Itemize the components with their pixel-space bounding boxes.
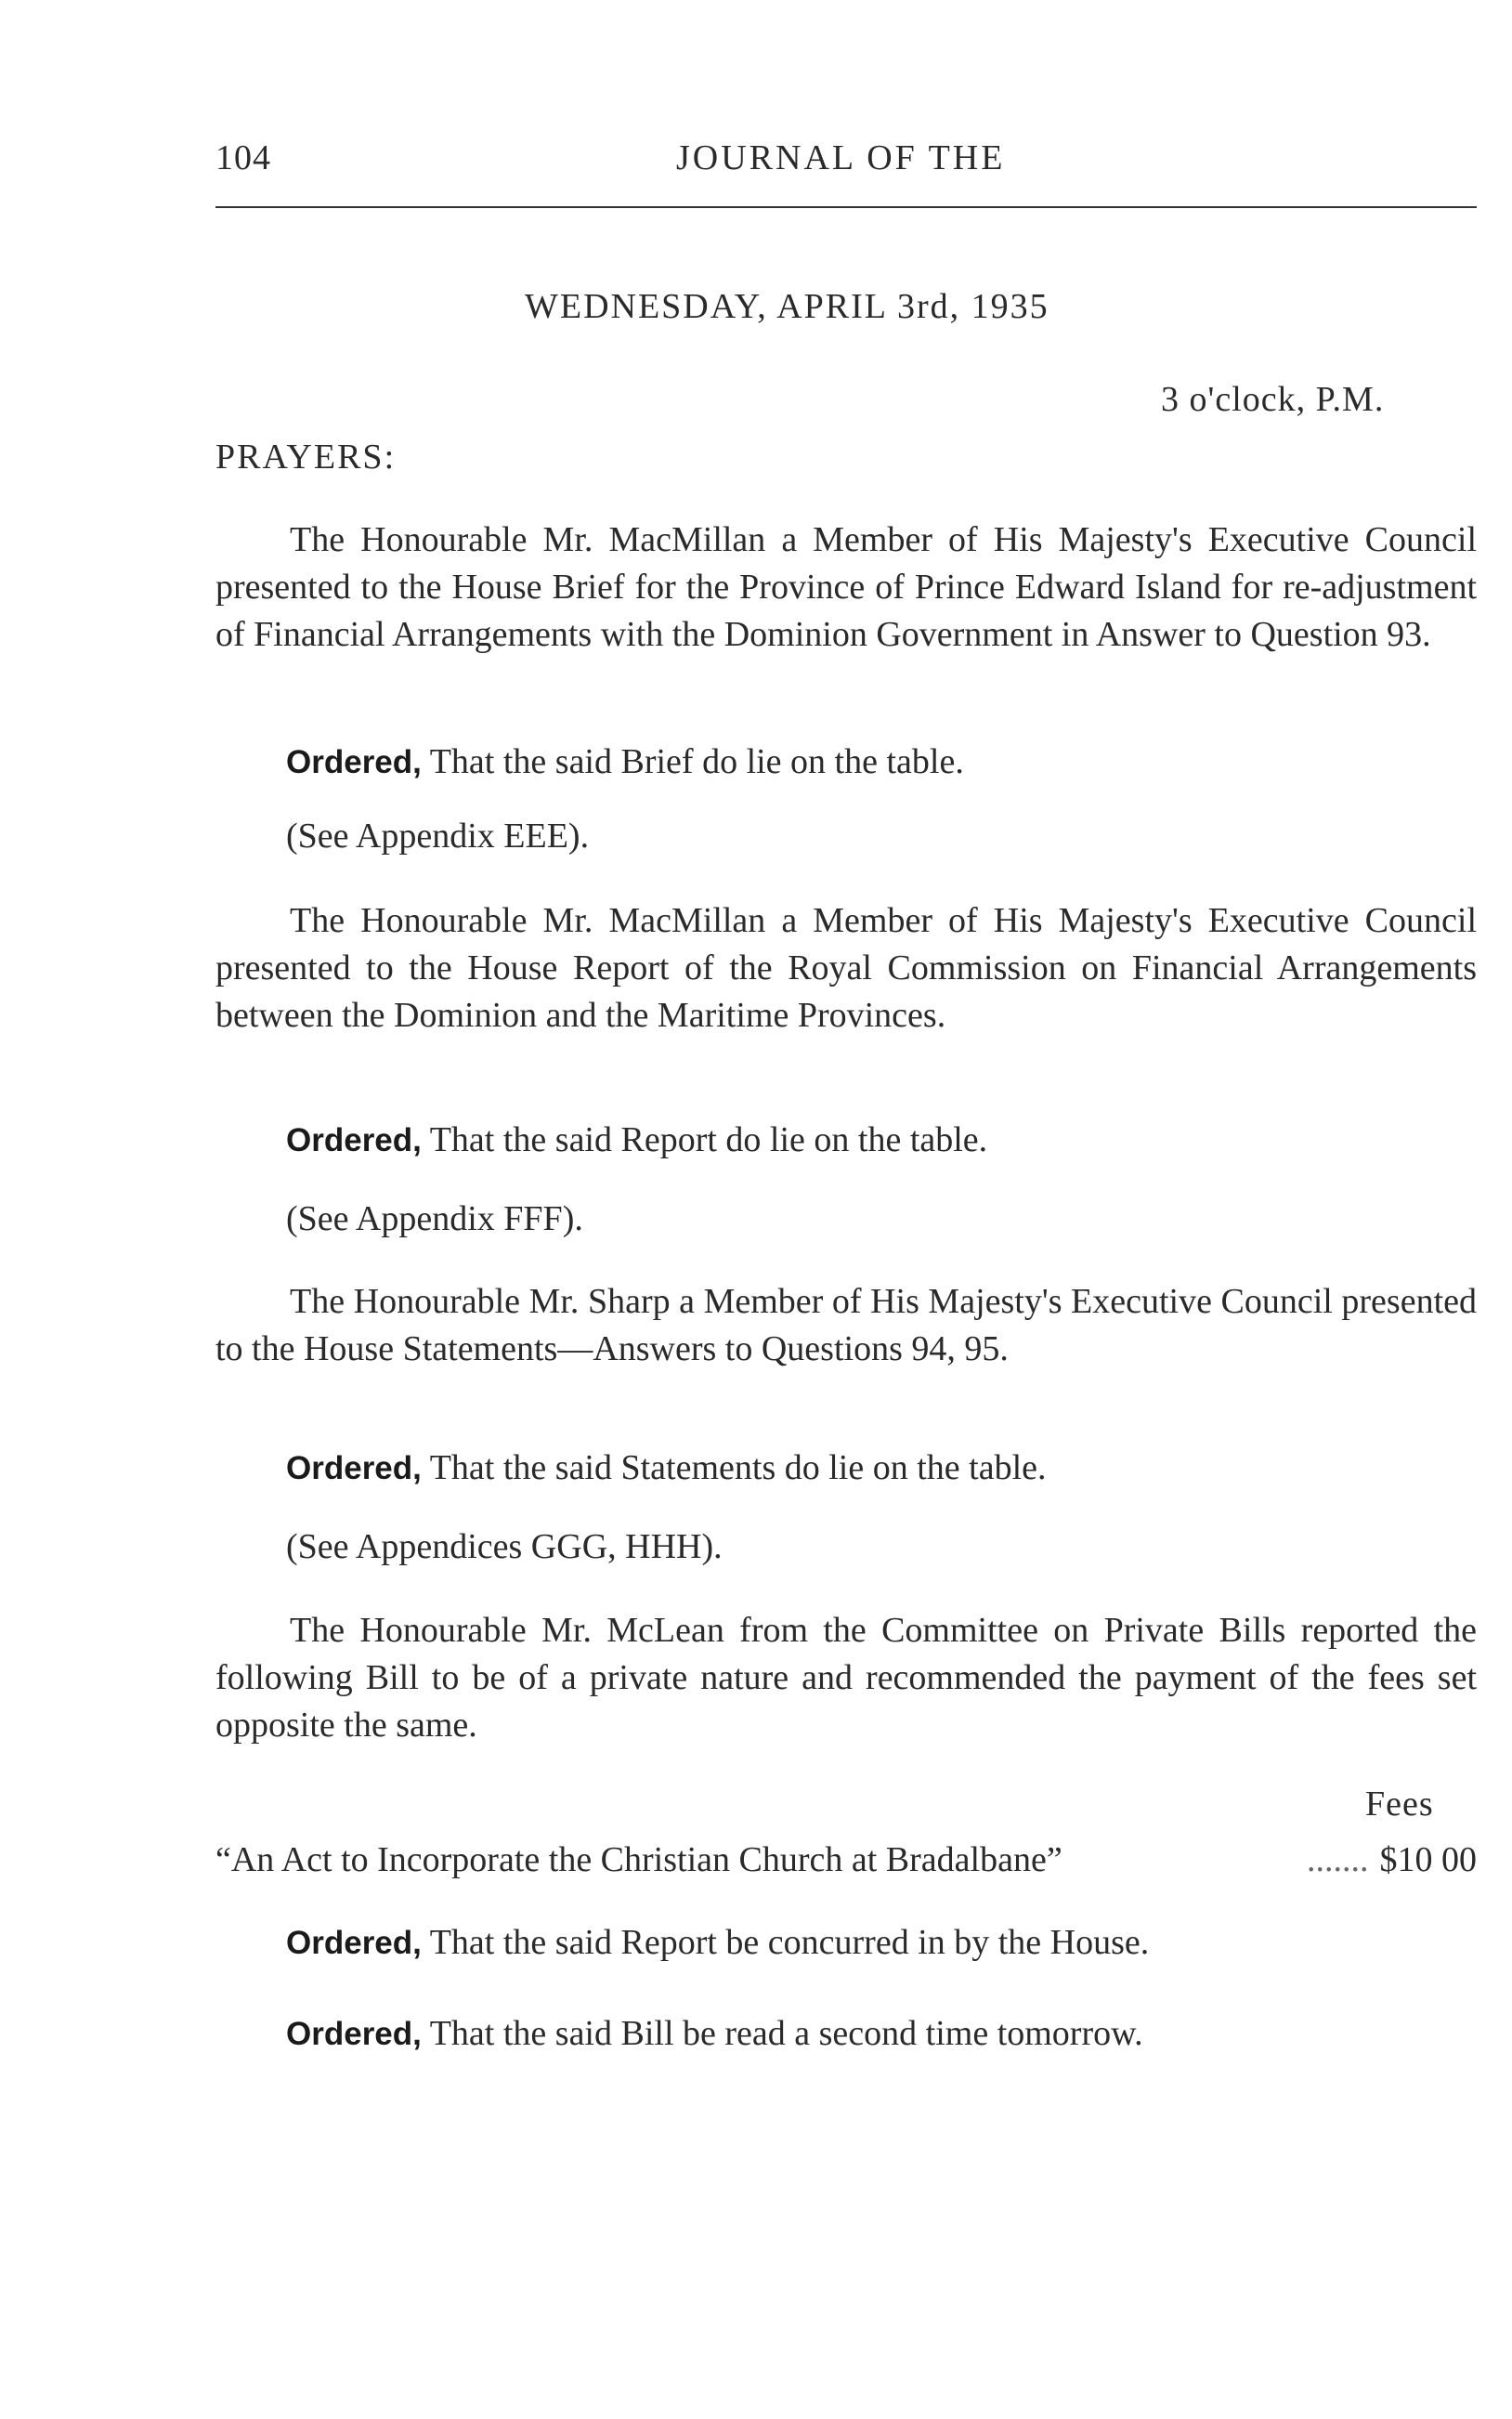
date-heading: WEDNESDAY, APRIL 3rd, 1935: [525, 287, 1049, 326]
bill-title: “An Act to Incorporate the Christian Church at Bradalbane”: [215, 1840, 1062, 1879]
ordered-text: That the said Bill be read a second time tomorrow.: [429, 2014, 1143, 2053]
running-title: JOURNAL OF THE: [676, 138, 1006, 177]
dot-leader: .......: [1307, 1840, 1369, 1879]
header-rule: [215, 206, 1477, 208]
entry-3-order: [286, 1445, 1047, 1492]
page-number: 104: [215, 138, 271, 177]
ordered-text: That the said Report be concurred in by the House.: [429, 1923, 1150, 1962]
entry-3-see-appendix: (See Appendices GGG, HHH).: [286, 1527, 723, 1566]
ordered-text: That the said Brief do lie on the table.: [429, 742, 964, 781]
entry-1-order: [286, 739, 964, 786]
ordered-text: That the said Statements do lie on the table.: [429, 1448, 1047, 1487]
entry-2-paragraph: The Honourable Mr. MacMillan a Member of His Majesty's Executive Council presented to the House Report of the Royal Commission on Financial Arrangements between the Dominion and the Maritime Provinces.: [215, 901, 1477, 1035]
ordered-text: That the said Report do lie on the table.: [429, 1120, 988, 1159]
ordered-label: Ordered,: [286, 1925, 422, 1961]
final-order-1: [286, 1919, 1149, 1967]
entry-2-order: [286, 1117, 987, 1164]
entry-4-paragraph: The Honourable Mr. McLean from the Committee on Private Bills reported the following Bill to be of a private nature and recommended the payment of the fees set opposite the same.: [215, 1611, 1477, 1745]
fees-header: Fees: [1365, 1785, 1434, 1824]
ordered-label: Ordered,: [286, 1450, 422, 1486]
ordered-label: Ordered,: [286, 744, 422, 780]
fee-amount: $10 00: [1379, 1840, 1477, 1879]
ordered-label: Ordered,: [286, 2016, 422, 2052]
meeting-time: 3 o'clock, P.M.: [1161, 380, 1385, 419]
prayers-heading: PRAYERS:: [215, 438, 397, 477]
entry-3-paragraph: The Honourable Mr. Sharp a Member of His Majesty's Executive Council presented to the House Statements—Answers to Questions 94, 95.: [215, 1282, 1477, 1368]
entry-1-see-appendix: (See Appendix EEE).: [286, 817, 590, 856]
ordered-label: Ordered,: [286, 1122, 422, 1158]
final-order-2: [286, 2010, 1143, 2058]
fees-row: [215, 1839, 1477, 1880]
entry-1-paragraph: The Honourable Mr. MacMillan a Member of His Majesty's Executive Council presented to the House Brief for the Province of Prince Edward Island for re-adjustment of Financial Arrangements with the Dominion Government in Answer to Question 93.: [215, 520, 1477, 654]
entry-2-see-appendix: (See Appendix FFF).: [286, 1199, 583, 1238]
